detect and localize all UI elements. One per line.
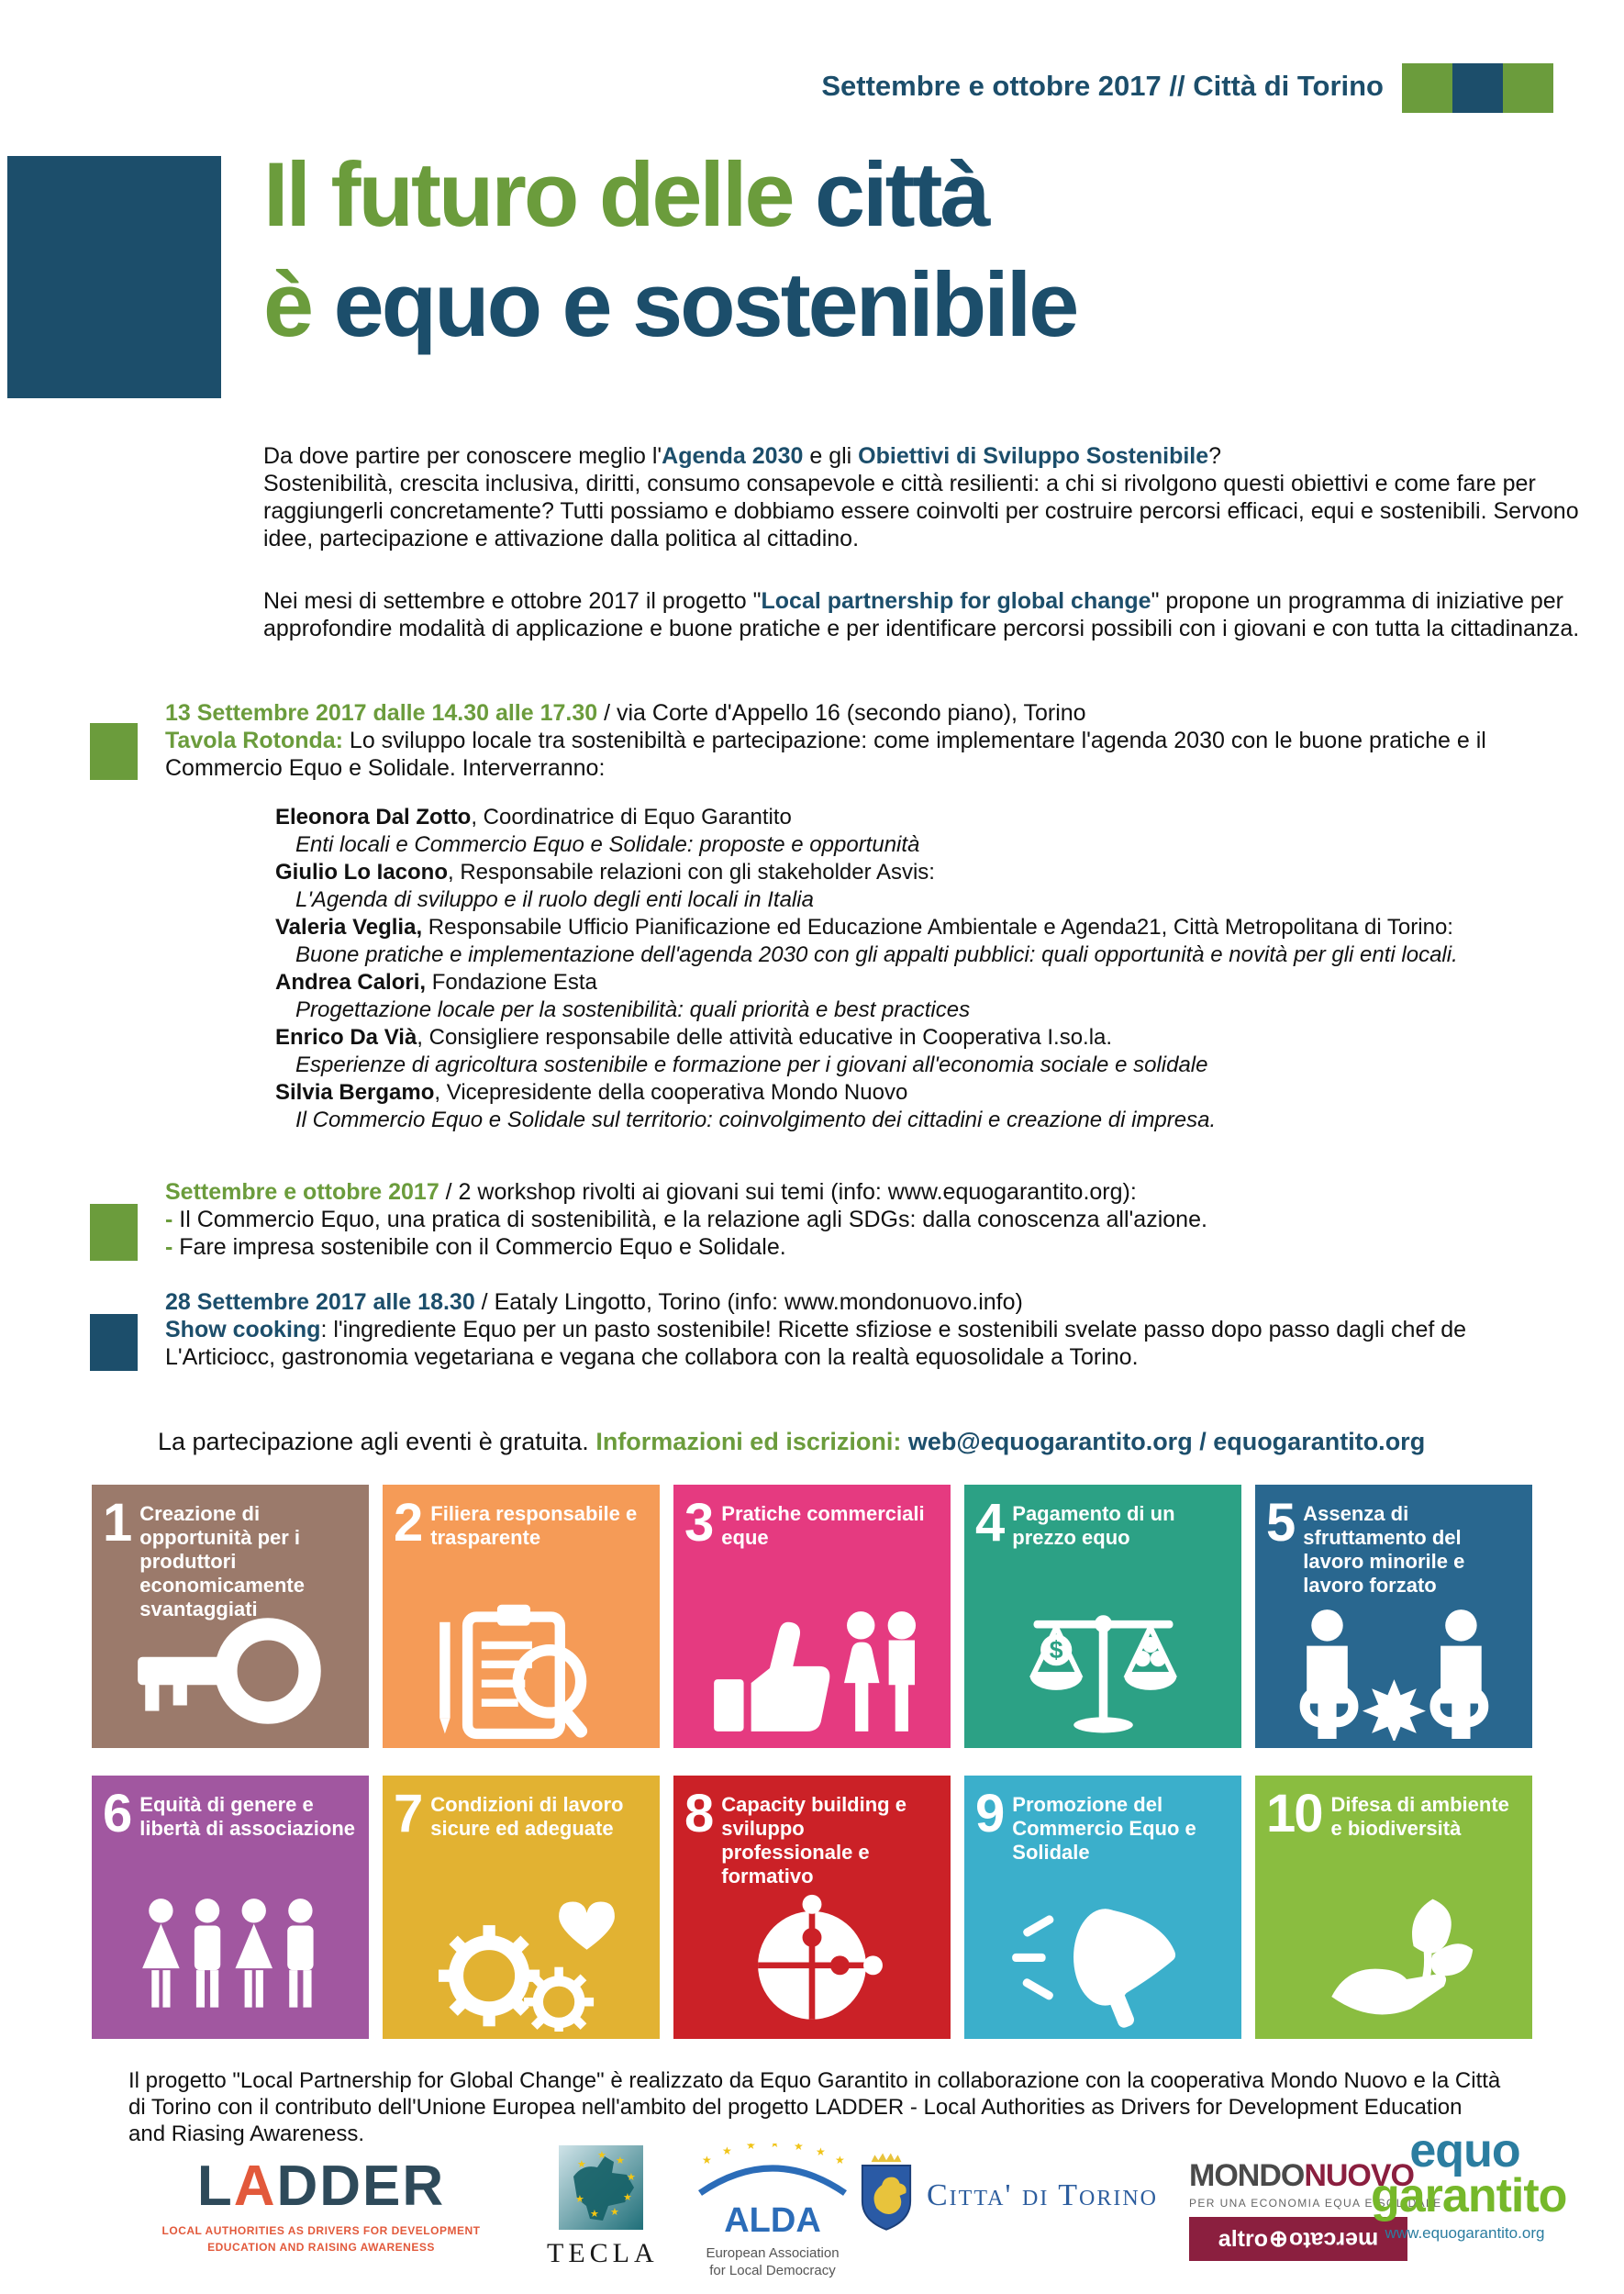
ladder-letter: L xyxy=(196,2155,234,2218)
green-block xyxy=(1402,63,1452,113)
speaker-role: Responsabile Ufficio Pianificazione ed Educazione Ambientale e Agenda21, Città Metropolitana di Torino: xyxy=(422,915,1453,940)
title-line1-green: Il futuro delle xyxy=(263,143,816,245)
section-marker-blue xyxy=(90,1314,138,1371)
alda-subtitle xyxy=(681,2245,864,2280)
speaker-role: , Responsabile relazioni con gli stakeholder Asvis: xyxy=(448,860,935,885)
title-line2-blue: equo e sostenibile xyxy=(333,253,1077,355)
green-block xyxy=(1503,63,1553,113)
principle-label: Filiera responsabile e trasparente xyxy=(430,1502,638,1549)
key-icon xyxy=(92,1601,369,1741)
tecla-logo xyxy=(547,2145,659,2269)
event-type-label: Tavola Rotonda: xyxy=(165,728,343,753)
svg-text:★: ★ xyxy=(816,2145,826,2158)
section-marker-green xyxy=(90,1204,138,1261)
svg-text:$: $ xyxy=(1049,1635,1063,1664)
alda-subtitle-line2: for Local Democracy xyxy=(709,2262,836,2278)
principle-label: Pagamento di un prezzo equo xyxy=(1012,1502,1175,1549)
ladder-subtitle-line1: LOCAL AUTHORITIES AS DRIVERS FOR DEVELOPMENT xyxy=(161,2224,481,2237)
torino-wordmark: Citta' di Torino xyxy=(927,2177,1159,2212)
speaker-name: Silvia Bergamo xyxy=(275,1080,435,1105)
ladder-logo xyxy=(128,2155,514,2255)
speaker-talk-title: Buone pratiche e implementazione dell'agenda 2030 con gli appalti pubblici: quali opportunità e novità per gli enti locali. xyxy=(295,942,1458,967)
principle-tile-1 xyxy=(92,1485,369,1748)
intro-text: Nei mesi di settembre e ottobre 2017 il progetto " xyxy=(263,588,762,614)
principle-tile-10 xyxy=(1255,1776,1532,2039)
intro-text: ? xyxy=(1208,443,1222,469)
principle-number: 3 xyxy=(684,1493,713,1553)
principle-number: 9 xyxy=(975,1784,1004,1843)
speaker-name: Enrico Da Vià xyxy=(275,1025,417,1050)
title-line1-blue: città xyxy=(815,143,988,245)
speaker-role: , Vicepresidente della cooperativa Mondo Nuovo xyxy=(434,1080,908,1105)
thumbs-up-icon xyxy=(673,1601,951,1741)
workshop-item xyxy=(165,1206,1574,1233)
speaker-role: Fondazione Esta xyxy=(426,970,597,995)
dash-bullet: - xyxy=(165,1234,173,1260)
ladder-letter-a: A xyxy=(233,2155,277,2218)
principle-number: 10 xyxy=(1266,1784,1322,1843)
speaker-list xyxy=(275,804,1587,1134)
principle-number: 8 xyxy=(684,1784,713,1843)
svg-text:★: ★ xyxy=(577,2158,586,2170)
info-label: Informazioni ed iscrizioni: xyxy=(595,1428,908,1455)
intro-paragraph-2 xyxy=(263,587,1589,642)
header-dateline: Settembre e ottobre 2017 // Città di Torino xyxy=(821,70,1384,102)
ladder-wordmark xyxy=(128,2155,514,2218)
event-location: / via Corte d'Appello 16 (secondo piano), Torino xyxy=(597,700,1086,726)
speaker-name: Eleonora Dal Zotto xyxy=(275,805,472,830)
list-item xyxy=(275,1079,1587,1134)
clipboard-magnifier-icon xyxy=(383,1601,660,1741)
page-title xyxy=(263,139,1076,360)
speaker-role: , Consigliere responsabile delle attività educative in Cooperativa I.so.la. xyxy=(417,1025,1113,1050)
workshop-info: / 2 workshop rivolti ai giovani sui temi (info: www.equogarantito.org): xyxy=(439,1179,1137,1205)
header-color-blocks xyxy=(1402,63,1553,113)
tecla-wordmark: TECLA xyxy=(547,2238,659,2268)
event-tavola-rotonda xyxy=(165,699,1574,782)
intro-text: " propone un programma di iniziative per approfondire modalità di applicazione e buone pratiche e per identificare percorsi possibili con i giovani e con tutta la cittadinanza. xyxy=(263,588,1580,641)
gears-heart-icon xyxy=(383,1892,660,2032)
megaphone-icon xyxy=(964,1892,1241,2032)
citta-di-torino-logo xyxy=(859,2153,1158,2238)
principle-label: Condizioni di lavoro sicure ed adeguate xyxy=(430,1793,624,1840)
event-description: : l'ingrediente Equo per un pasto sostenibile! Ricette sfiziose e sostenibili svelate passo dopo passo dagli chef de L'Articiocc, gastronomia vegetariana e vegana che collabora con la realtà equosolidale a Torino. xyxy=(165,1317,1467,1370)
garantito-wordmark: garantito xyxy=(1371,2169,1567,2223)
svg-text:★: ★ xyxy=(616,2155,625,2166)
svg-text:★: ★ xyxy=(590,2208,599,2220)
principle-number: 4 xyxy=(975,1493,1004,1553)
svg-text:★: ★ xyxy=(575,2193,584,2205)
svg-text:★: ★ xyxy=(610,2206,619,2218)
intro-text: Da dove partire per conoscere meglio l' xyxy=(263,443,662,469)
equogarantito-url: www.equogarantito.org xyxy=(1385,2223,1545,2242)
speaker-name: Valeria Veglia, xyxy=(275,915,423,940)
principle-label: Difesa di ambiente e biodiversità xyxy=(1330,1793,1509,1840)
alda-arc-stars-image xyxy=(695,2144,851,2200)
principle-label: Creazione di opportunità per i produttori economicamente svantaggiati xyxy=(139,1502,305,1620)
participation-text: La partecipazione agli eventi è gratuita. xyxy=(158,1428,596,1455)
speaker-talk-title: L'Agenda di sviluppo e il ruolo degli enti locali in Italia xyxy=(295,887,814,912)
principle-number: 5 xyxy=(1266,1493,1295,1553)
nuovo-text: NUOVO xyxy=(1304,2158,1415,2193)
principle-tile-9 xyxy=(964,1776,1241,2039)
svg-text:★: ★ xyxy=(794,2144,804,2153)
workshop-item xyxy=(165,1233,1574,1261)
principles-grid xyxy=(92,1485,1532,2039)
event-date: 28 Settembre 2017 alle 18.30 xyxy=(165,1289,475,1315)
plant-hand-icon xyxy=(1255,1892,1532,2032)
principle-tile-5 xyxy=(1255,1485,1532,1748)
speaker-talk-title: Enti locali e Commercio Equo e Solidale: proposte e opportunità xyxy=(295,832,920,857)
principle-label: Promozione del Commercio Equo e Solidale xyxy=(1012,1793,1196,1864)
principle-tile-7 xyxy=(383,1776,660,2039)
title-accent-rectangle xyxy=(7,156,221,398)
event-date: 13 Settembre 2017 dalle 14.30 alle 17.30 xyxy=(165,700,598,726)
people-row-icon xyxy=(92,1892,369,2032)
principle-tile-2 xyxy=(383,1485,660,1748)
principle-number: 7 xyxy=(394,1784,422,1843)
equo-garantito-logo xyxy=(1371,2124,1567,2243)
broken-chain-icon xyxy=(1255,1601,1532,1741)
principle-number: 6 xyxy=(103,1784,131,1843)
principle-number: 2 xyxy=(394,1493,422,1553)
list-item xyxy=(275,804,1587,859)
intro-text: e gli xyxy=(803,443,859,469)
svg-text:★: ★ xyxy=(770,2144,780,2150)
speaker-talk-title: Il Commercio Equo e Solidale sul territorio: coinvolgimento dei cittadini e creazione di impresa. xyxy=(295,1108,1217,1132)
title-line2-green: è xyxy=(263,253,334,355)
principle-tile-3 xyxy=(673,1485,951,1748)
workshop-item-text: Il Commercio Equo, una pratica di sostenibilità, e la relazione agli SDGs: dalla conoscenza all'azione. xyxy=(172,1207,1207,1232)
equo-wordmark: equo xyxy=(1409,2124,1520,2177)
show-cooking-section xyxy=(165,1288,1574,1371)
list-item xyxy=(275,914,1587,969)
principle-tile-4 xyxy=(964,1485,1241,1748)
svg-text:★: ★ xyxy=(702,2154,712,2166)
footer-credits: Il progetto "Local Partnership for Global Change" è realizzato da Equo Garantito in collaborazione con la cooperativa Mondo Nuovo e la Città di Torino con il contributo dell'Unione Europea nell'ambito del progetto LADDER - Local Authorities as Drivers for Development Education and Riasing Awareness. xyxy=(128,2068,1501,2146)
svg-text:★: ★ xyxy=(835,2154,845,2166)
principle-label: Pratiche commerciali eque xyxy=(721,1502,925,1549)
speaker-role: , Coordinatrice di Equo Garantito xyxy=(471,805,792,830)
dash-bullet: - xyxy=(165,1207,173,1232)
blue-block xyxy=(1452,63,1503,113)
contact-links: web@equogarantito.org / equogarantito.org xyxy=(907,1428,1426,1455)
list-item xyxy=(275,969,1587,1024)
ladder-letters: DDER xyxy=(276,2155,446,2218)
speaker-talk-title: Esperienze di agricoltura sostenibile e formazione per i giovani all'economia sociale e solidale xyxy=(295,1052,1208,1077)
principle-label: Capacity building e sviluppo professionale e formativo xyxy=(721,1793,907,1888)
mercato-text: mercato xyxy=(1288,2227,1379,2253)
principle-tile-6 xyxy=(92,1776,369,2039)
list-item xyxy=(275,1024,1587,1079)
section-marker-green xyxy=(90,723,138,780)
agenda-2030-highlight: Agenda 2030 xyxy=(662,443,804,469)
svg-text:★: ★ xyxy=(627,2171,636,2183)
tecla-europe-image xyxy=(559,2149,643,2233)
speaker-name: Giulio Lo Iacono xyxy=(275,860,448,885)
intro-paragraph-1 xyxy=(263,442,1589,552)
svg-text:★: ★ xyxy=(597,2149,606,2161)
ladder-subtitle xyxy=(128,2222,514,2255)
speaker-name: Andrea Calori, xyxy=(275,970,427,995)
workshop-item-text: Fare impresa sostenibile con il Commercio Equo e Solidale. xyxy=(172,1234,786,1260)
principle-label: Assenza di sfruttamento del lavoro minorile e lavoro forzato xyxy=(1303,1502,1465,1597)
event-description: Lo sviluppo locale tra sostenibiltà e partecipazione: come implementare l'agenda 2030 con le buone pratiche e il Commercio Equo e Solidale. Interverranno: xyxy=(165,728,1486,781)
event-type-label: Show cooking xyxy=(165,1317,321,1342)
intro-text: Sostenibilità, crescita inclusiva, diritti, consumo consapevole e città resilienti: a chi si rivolgono questi obiettivi e come fare per raggiungerli concretamente? Tutti possiamo e dobbiamo essere coinvolti per costruire percorsi efficaci, equi e sostenibili. Servono idee, partecipazione e attivazione dalla politica al cittadino. xyxy=(263,471,1579,551)
svg-text:★: ★ xyxy=(623,2191,632,2203)
balance-scale-icon xyxy=(964,1601,1241,1741)
principle-number: 1 xyxy=(103,1493,131,1553)
mondonuovo-subtitle: PER UNA ECONOMIA EQUA E SOLIDALE xyxy=(1189,2197,1442,2210)
event-location: / Eataly Lingotto, Torino (info: www.mondonuovo.info) xyxy=(474,1289,1023,1315)
workshops-section xyxy=(165,1178,1574,1261)
workshop-date: Settembre e ottobre 2017 xyxy=(165,1179,439,1205)
project-name-highlight: Local partnership for global change xyxy=(761,588,1151,614)
mondo-text: MONDO xyxy=(1189,2158,1305,2193)
list-item xyxy=(275,859,1587,914)
svg-text:★: ★ xyxy=(722,2144,732,2157)
torino-crest-image xyxy=(859,2153,914,2238)
alda-logo xyxy=(681,2144,864,2280)
sdg-highlight: Obiettivi di Sviluppo Sostenibile xyxy=(858,443,1209,469)
principle-label: Equità di genere e libertà di associazione xyxy=(139,1793,356,1840)
speaker-talk-title: Progettazione locale per la sostenibilità: quali priorità e best practices xyxy=(295,997,971,1022)
puzzle-icon xyxy=(673,1892,951,2032)
svg-text:★: ★ xyxy=(746,2144,756,2152)
principle-tile-8 xyxy=(673,1776,951,2039)
alda-subtitle-line1: European Association xyxy=(706,2245,840,2261)
ladder-subtitle-line2: EDUCATION AND RAISING AWARENESS xyxy=(207,2241,435,2254)
participation-line xyxy=(158,1428,1425,1456)
altro-text: altro xyxy=(1218,2226,1268,2252)
globe-icon: ⊕ xyxy=(1268,2226,1288,2252)
alda-wordmark: ALDA xyxy=(724,2201,821,2240)
